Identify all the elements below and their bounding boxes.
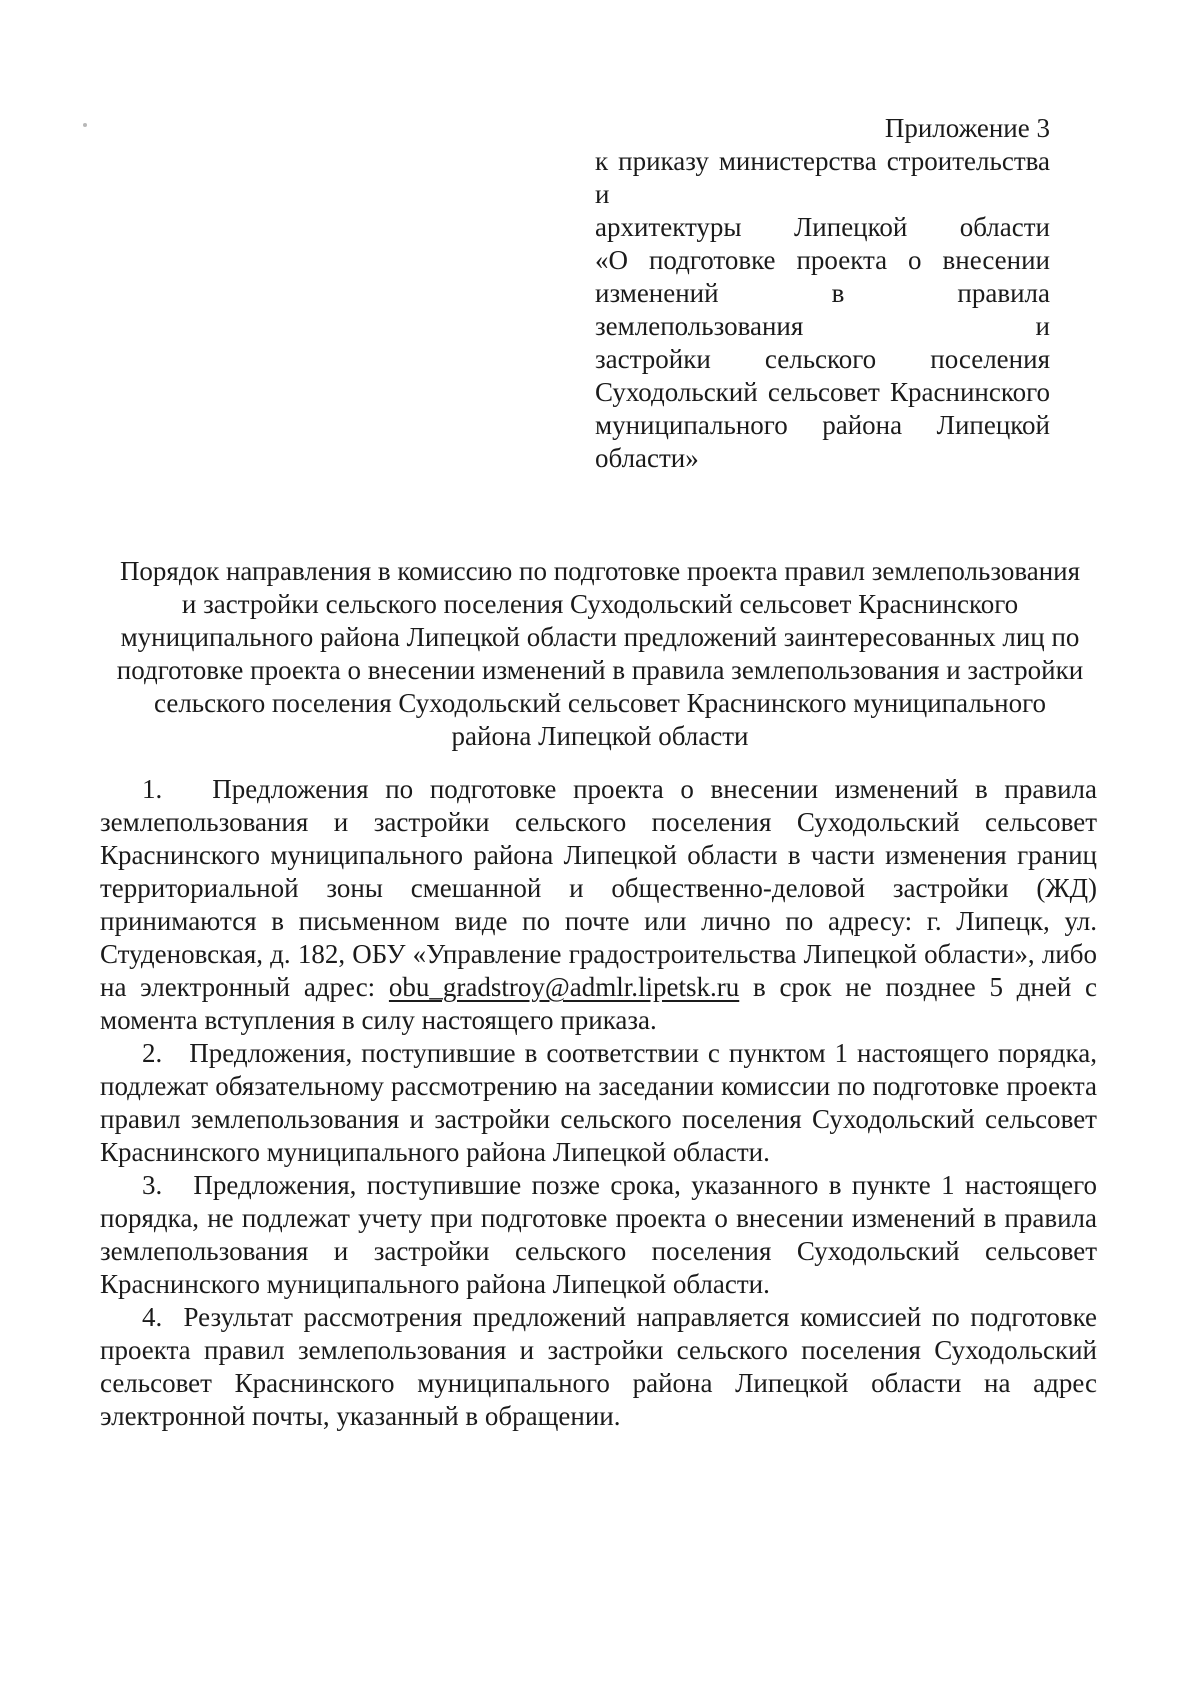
paragraph-1 [100, 773, 1097, 1037]
document-title-line: района Липецкой области [451, 721, 749, 751]
document-body [100, 773, 1097, 1433]
email-address: obu_gradstroy@admlr.lipetsk.ru [388, 972, 740, 1002]
annex-line: области» [595, 443, 699, 473]
paragraph-3: 3. Предложения, поступившие позже срока, указанного в пункте 1 настоящего порядка, не подлежат учету при подготовке проекта о внесении изменений в правила землепользования и застройки сельского поселения Суходольский сельсовет Краснинского муниципального района Липецкой области. [100, 1170, 1097, 1299]
annex-line: «О подготовке проекта о внесении [595, 245, 1050, 275]
paragraph-2: 2. Предложения, поступившие в соответствии с пунктом 1 настоящего порядка, подлежат обязательному рассмотрению на заседании комиссии по подготовке проекта правил землепользования и застройки сельского поселения Суходольский сельсовет Краснинского муниципального района Липецкой области. [100, 1038, 1097, 1167]
paragraph-1-text-before-email: 1. Предложения по подготовке проекта о внесении изменений в правила землепользования и застройки сельского поселения Суходольский сельсовет Краснинского муниципального района Липецкой области в части изменения границ территориальной зоны смешанной и общественно-деловой застройки (ЖД) принимаются в письменном виде по почте или лично по адресу: г. Липецк, ул. Студеновская, д. 182, ОБУ «Управление градостроительства Липецкой области», либо на электронный адрес: [100, 774, 1097, 1002]
annex-line: Суходольский сельсовет Краснинского [595, 377, 1050, 407]
annex-reference-block [595, 112, 1050, 475]
document-title-line: сельского поселения Суходольский сельсовет Краснинского муниципального [154, 688, 1046, 718]
annex-line: изменений в правила землепользования и [595, 278, 1050, 341]
paragraph-1-text-after-email: в срок не позднее 5 дней с момента вступления в силу настоящего приказа. [100, 972, 1098, 1035]
document-title-line: и застройки сельского поселения Суходольский сельсовет Краснинского [181, 589, 1019, 619]
document-title-line: подготовке проекта о внесении изменений в правила землепользования и застройки [116, 655, 1084, 685]
annex-line: архитектуры Липецкой области [595, 212, 1050, 242]
annex-line: застройки сельского поселения [595, 344, 1050, 374]
document-title-line: Порядок направления в комиссию по подготовке проекта правил землепользования [119, 556, 1081, 586]
annex-number-label: Приложение 3 [884, 113, 1050, 143]
annex-line: муниципального района Липецкой [595, 410, 1050, 440]
scan-artifact-speck [83, 123, 87, 127]
document-title [100, 555, 1100, 753]
document-title-line: муниципального района Липецкой области предложений заинтересованных лиц по [120, 622, 1080, 652]
annex-line: к приказу министерства строительства и [595, 146, 1050, 209]
paragraph-4: 4. Результат рассмотрения предложений направляется комиссией по подготовке проекта правил землепользования и застройки сельского поселения Суходольский сельсовет Краснинского муниципального района Липецкой области на адрес электронной почты, указанный в обращении. [100, 1302, 1097, 1431]
